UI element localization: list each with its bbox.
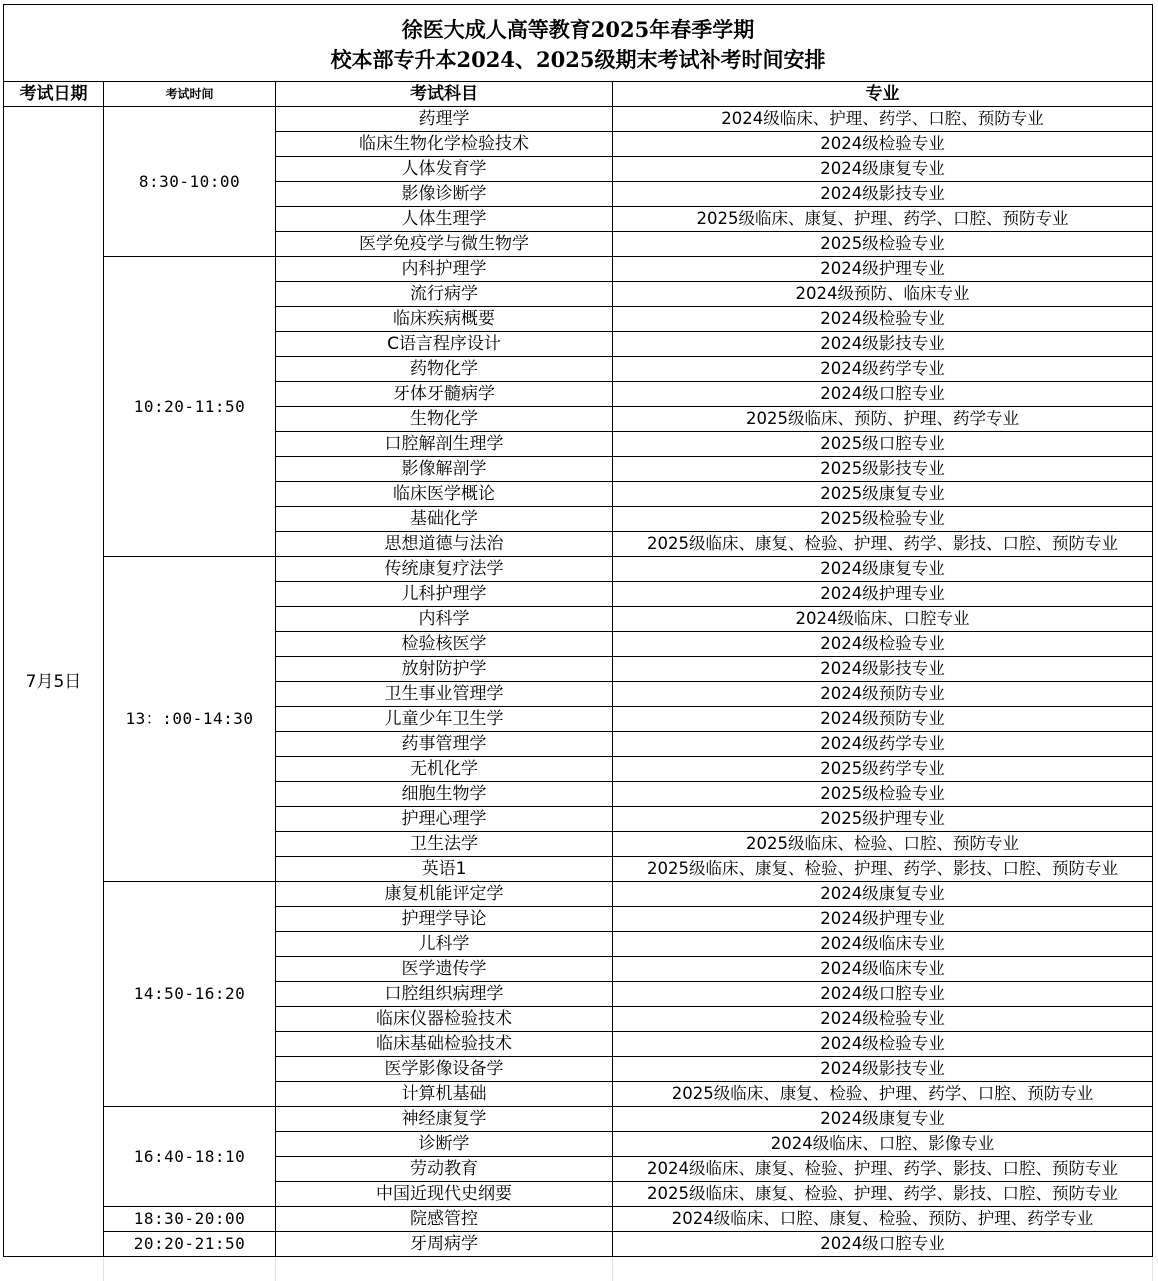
subject-cell: 药物化学 (276, 357, 613, 382)
major-cell: 2024级康复专业 (613, 882, 1153, 907)
major-cell: 2024级预防、临床专业 (613, 282, 1153, 307)
title-line-2: 校本部专升本2024、2025级期末考试补考时间安排 (330, 47, 826, 72)
major-cell: 2024级口腔专业 (613, 1232, 1153, 1257)
subject-cell: 放射防护学 (276, 657, 613, 682)
subject-cell: 中国近现代史纲要 (276, 1182, 613, 1207)
subject-cell: 基础化学 (276, 507, 613, 532)
empty-grid-area (0, 1257, 1158, 1281)
major-cell: 2025级临床、康复、护理、药学、口腔、预防专业 (613, 207, 1153, 232)
major-cell: 2024级检验专业 (613, 632, 1153, 657)
major-cell: 2024级预防专业 (613, 682, 1153, 707)
major-cell: 2025级影技专业 (613, 457, 1153, 482)
exam-time-cell: 8:30-10:00 (104, 107, 276, 257)
header-date: 考试日期 (4, 82, 104, 107)
major-cell: 2024级药学专业 (613, 357, 1153, 382)
subject-cell: 药事管理学 (276, 732, 613, 757)
major-cell: 2025级检验专业 (613, 782, 1153, 807)
exam-schedule-table (3, 4, 1153, 1257)
major-cell: 2024级康复专业 (613, 557, 1153, 582)
subject-cell: 影像诊断学 (276, 182, 613, 207)
major-cell: 2024级康复专业 (613, 1107, 1153, 1132)
major-cell: 2024级护理专业 (613, 582, 1153, 607)
subject-cell: 儿童少年卫生学 (276, 707, 613, 732)
table-row (4, 557, 1153, 582)
subject-cell: 思想道德与法治 (276, 532, 613, 557)
subject-cell: 口腔组织病理学 (276, 982, 613, 1007)
subject-cell: 生物化学 (276, 407, 613, 432)
subject-cell: 神经康复学 (276, 1107, 613, 1132)
major-cell: 2025级临床、预防、护理、药学专业 (613, 407, 1153, 432)
subject-cell: 儿科学 (276, 932, 613, 957)
table-row (4, 107, 1153, 132)
major-cell: 2025级检验专业 (613, 232, 1153, 257)
subject-cell: 人体生理学 (276, 207, 613, 232)
exam-time-cell: 16:40-18:10 (104, 1107, 276, 1207)
exam-time-cell: 13：:00-14:30 (104, 557, 276, 882)
major-cell: 2025级护理专业 (613, 807, 1153, 832)
subject-cell: 传统康复疗法学 (276, 557, 613, 582)
subject-cell: 护理学导论 (276, 907, 613, 932)
major-cell: 2025级临床、康复、检验、护理、药学、口腔、预防专业 (613, 1082, 1153, 1107)
title-line-1: 徐医大成人高等教育2025年春季学期 (401, 17, 755, 42)
subject-cell: 劳动教育 (276, 1157, 613, 1182)
header-major: 专业 (613, 82, 1153, 107)
table-row (4, 1207, 1153, 1232)
table-row (4, 1232, 1153, 1257)
subject-cell: 人体发育学 (276, 157, 613, 182)
major-cell: 2024级临床专业 (613, 932, 1153, 957)
major-cell: 2025级临床、康复、检验、护理、药学、影技、口腔、预防专业 (613, 1182, 1153, 1207)
subject-cell: 医学免疫学与微生物学 (276, 232, 613, 257)
major-cell: 2025级康复专业 (613, 482, 1153, 507)
subject-cell: 儿科护理学 (276, 582, 613, 607)
header-time: 考试时间 (104, 82, 276, 107)
exam-time-cell: 10:20-11:50 (104, 257, 276, 557)
subject-cell: 计算机基础 (276, 1082, 613, 1107)
major-cell: 2024级检验专业 (613, 1032, 1153, 1057)
major-cell: 2024级检验专业 (613, 1007, 1153, 1032)
header-row (4, 82, 1153, 107)
major-cell: 2024级临床、康复、检验、护理、药学、影技、口腔、预防专业 (613, 1157, 1153, 1182)
subject-cell: 临床医学概论 (276, 482, 613, 507)
subject-cell: 卫生事业管理学 (276, 682, 613, 707)
title-row (4, 5, 1153, 82)
major-cell: 2024级护理专业 (613, 257, 1153, 282)
exam-schedule-sheet (3, 4, 1153, 1257)
major-cell: 2025级临床、康复、检验、护理、药学、影技、口腔、预防专业 (613, 857, 1153, 882)
subject-cell: 康复机能评定学 (276, 882, 613, 907)
subject-cell: 临床生物化学检验技术 (276, 132, 613, 157)
subject-cell: 护理心理学 (276, 807, 613, 832)
subject-cell: 内科学 (276, 607, 613, 632)
subject-cell: 医学遗传学 (276, 957, 613, 982)
major-cell: 2024级检验专业 (613, 132, 1153, 157)
subject-cell: 药理学 (276, 107, 613, 132)
major-cell: 2025级检验专业 (613, 507, 1153, 532)
major-cell: 2024级康复专业 (613, 157, 1153, 182)
subject-cell: 无机化学 (276, 757, 613, 782)
subject-cell: 院感管控 (276, 1207, 613, 1232)
major-cell: 2024级临床、护理、药学、口腔、预防专业 (613, 107, 1153, 132)
subject-cell: 英语1 (276, 857, 613, 882)
subject-cell: 临床基础检验技术 (276, 1032, 613, 1057)
major-cell: 2024级预防专业 (613, 707, 1153, 732)
major-cell: 2024级影技专业 (613, 657, 1153, 682)
exam-time-cell: 20:20-21:50 (104, 1232, 276, 1257)
subject-cell: 牙体牙髓病学 (276, 382, 613, 407)
subject-cell: 临床疾病概要 (276, 307, 613, 332)
subject-cell: 流行病学 (276, 282, 613, 307)
major-cell: 2025级临床、检验、口腔、预防专业 (613, 832, 1153, 857)
subject-cell: 牙周病学 (276, 1232, 613, 1257)
subject-cell: 影像解剖学 (276, 457, 613, 482)
subject-cell: C语言程序设计 (276, 332, 613, 357)
major-cell: 2024级护理专业 (613, 907, 1153, 932)
major-cell: 2024级影技专业 (613, 332, 1153, 357)
major-cell: 2025级口腔专业 (613, 432, 1153, 457)
major-cell: 2024级影技专业 (613, 1057, 1153, 1082)
table-title (4, 5, 1153, 82)
major-cell: 2024级临床、口腔、影像专业 (613, 1132, 1153, 1157)
subject-cell: 细胞生物学 (276, 782, 613, 807)
exam-date-cell: 7月5日 (4, 107, 104, 1257)
table-row (4, 1107, 1153, 1132)
subject-cell: 内科护理学 (276, 257, 613, 282)
major-cell: 2024级临床专业 (613, 957, 1153, 982)
subject-cell: 卫生法学 (276, 832, 613, 857)
major-cell: 2024级口腔专业 (613, 982, 1153, 1007)
subject-cell: 口腔解剖生理学 (276, 432, 613, 457)
major-cell: 2025级临床、康复、检验、护理、药学、影技、口腔、预防专业 (613, 532, 1153, 557)
exam-time-cell: 18:30-20:00 (104, 1207, 276, 1232)
header-subject: 考试科目 (276, 82, 613, 107)
major-cell: 2024级检验专业 (613, 307, 1153, 332)
major-cell: 2024级临床、口腔、康复、检验、预防、护理、药学专业 (613, 1207, 1153, 1232)
major-cell: 2024级临床、口腔专业 (613, 607, 1153, 632)
exam-time-cell: 14:50-16:20 (104, 882, 276, 1107)
major-cell: 2024级口腔专业 (613, 382, 1153, 407)
table-row (4, 882, 1153, 907)
subject-cell: 诊断学 (276, 1132, 613, 1157)
subject-cell: 检验核医学 (276, 632, 613, 657)
subject-cell: 医学影像设备学 (276, 1057, 613, 1082)
major-cell: 2025级药学专业 (613, 757, 1153, 782)
subject-cell: 临床仪器检验技术 (276, 1007, 613, 1032)
major-cell: 2024级药学专业 (613, 732, 1153, 757)
major-cell: 2024级影技专业 (613, 182, 1153, 207)
table-row (4, 257, 1153, 282)
